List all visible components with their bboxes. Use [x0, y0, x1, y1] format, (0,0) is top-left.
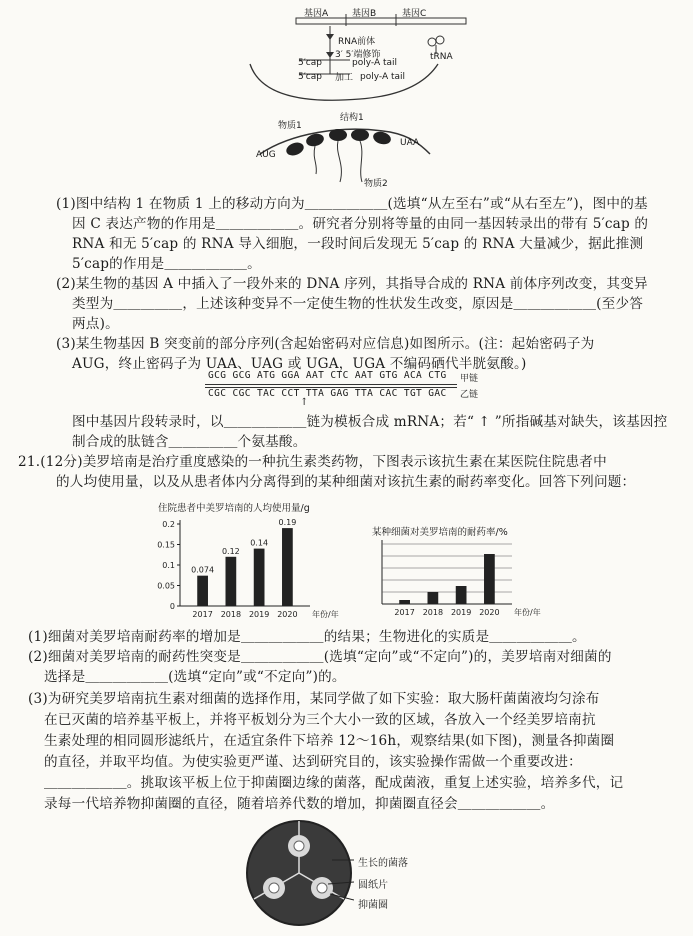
chart1-xtick-label: 2017 — [192, 610, 213, 619]
gene-a-label: 基因A — [304, 9, 329, 19]
chart1-bar — [197, 576, 208, 606]
q21-a3: 选择是＿＿＿＿＿＿(选填“定向”或“不定向”)的。 — [44, 669, 346, 685]
rna-precursor-label: RNA前体 — [338, 37, 376, 47]
mutation-arrow-icon: ↑ — [300, 397, 309, 408]
chart2-title: 某种细菌对美罗培南的耐药率/% — [372, 527, 508, 538]
chart2-x-axis-label: 年份/年 — [514, 608, 541, 617]
q20-line4: 5′cap的作用是＿＿＿＿＿＿。 — [72, 256, 261, 272]
q20-line1: (1)图中结构 1 在物质 1 上的移动方向为＿＿＿＿＿＿(选填“从左至右”或“从右至左”)，图中的基 — [56, 196, 648, 212]
q21-a1: (1)细菌对美罗培南耐药率的增加是＿＿＿＿＿＿的结果；生物进化的实质是＿＿＿＿＿＿。 — [28, 629, 586, 645]
q20-line5: (2)某生物的基因 A 中插入了一段外来的 DNA 序列，其指导合成的 RNA 前体序列改变，其变异 — [56, 276, 648, 292]
q20-line10: 图中基因片段转录时，以＿＿＿＿＿＿链为模板合成 mRNA；若“ ↑ ”所指碱基对缺失，该基因控 — [72, 414, 668, 430]
gene-c-label: 基因C — [402, 9, 427, 19]
aug-label: AUG — [256, 150, 276, 160]
petri-dish-diagram — [244, 818, 354, 928]
chart1-bar — [282, 528, 293, 606]
dna-bottom-strand: CGC CGC TAC CCT TTA GAG TTA CAC TGT GAC — [208, 388, 447, 399]
chart2-xtick-label: 2017 — [394, 608, 415, 617]
processing-label: 加工 — [335, 73, 354, 83]
chain-a-label: 甲链 — [460, 374, 479, 384]
q21-a9: 录每一代培养物抑菌圈的直径，随着培养代数的增加，抑菌圈直径会＿＿＿＿＿＿。 — [44, 796, 555, 812]
chart2-xtick-label: 2020 — [479, 608, 500, 617]
structure1-label: 结构1 — [340, 113, 364, 123]
q21-a8: ＿＿＿＿＿＿。挑取该平板上位于抑菌圈边缘的菌落，配成菌液，重复上述实验，培养多代，记 — [44, 775, 624, 791]
poly-a-label-2: poly-A tail — [360, 72, 405, 82]
chart1-data-label: 0.074 — [191, 565, 215, 575]
q21-a2: (2)细菌对美罗培南的耐药性突变是＿＿＿＿＿＿(选填“定向”或“不定向”)的，美罗培南对细菌的 — [28, 649, 612, 665]
q21-a5: 在已灭菌的培养基平板上，并将平板划分为三个大小一致的区域，各放入一个经美罗培南抗 — [44, 712, 596, 728]
q20-line2: 因 C 表达产物的作用是＿＿＿＿＿＿。研究者分别将等量的由同一基因转录出的带有 5′cap 的 — [72, 216, 649, 232]
chart2-resistance — [368, 536, 558, 622]
q21-a4: (3)为研究美罗培南抗生素对细菌的选择作用，某同学做了如下实验：取大肠杆菌菌液均匀涂布 — [28, 691, 600, 707]
chart1-bar — [226, 557, 237, 606]
chart2-bar — [428, 592, 439, 604]
q20-line7: 两点)。 — [72, 316, 119, 332]
q21-line1: 21.(12分)美罗培南是治疗重度感染的一种抗生素类药物，下图表示该抗生素在某医院住院患者中 — [18, 454, 607, 470]
q21-line2: 的人均使用量，以及从患者体内分离得到的某种细菌对该抗生素的耐药率变化。回答下列问题： — [56, 474, 636, 490]
substance1-label: 物质1 — [278, 121, 302, 131]
chart1-ytick-label: 0 — [169, 602, 175, 611]
q20-line8: (3)某生物基因 B 突变前的部分序列(含起始密码对应信息)如图所示。(注：起始密码子为 — [56, 336, 595, 352]
chart2-bar — [456, 586, 467, 604]
chart1-x-axis-label: 年份/年 — [312, 610, 339, 619]
trna-label: tRNA — [430, 52, 453, 62]
gene-expression-diagram — [220, 4, 480, 194]
dish-label-zone: 抑菌圈 — [358, 900, 388, 911]
chart1-bar — [254, 549, 265, 606]
chart1-xtick-label: 2020 — [277, 610, 298, 619]
cap-modification-label: 3′ 5′端修饰 — [335, 50, 381, 60]
cap5-label-2: 5′cap — [298, 72, 322, 82]
uaa-label: UAA — [400, 138, 420, 148]
q21-a6: 生素处理的相同圆形滤纸片，在适宜条件下培养 12～16h，观察结果(如下图)，测量各抑菌圈 — [44, 733, 615, 749]
q20-line6: 类型为＿＿＿＿＿，上述该种变异不一定使生物的性状发生改变，原因是＿＿＿＿＿＿(至少答 — [72, 296, 644, 312]
poly-a-label-1: poly-A tail — [352, 58, 397, 68]
chart2-xtick-label: 2018 — [422, 608, 444, 617]
substance2-label: 物质2 — [364, 179, 388, 189]
chain-b-label: 乙链 — [460, 390, 479, 400]
gene-b-label: 基因B — [352, 9, 377, 19]
q20-line9: AUG，终止密码子为 UAA、UAG 或 UGA，UGA 不编码硒代半胱氨酸。) — [72, 356, 527, 372]
dish-label-disk: 圆纸片 — [358, 880, 388, 891]
chart1-title: 住院患者中美罗培南的人均使用量/g — [158, 503, 310, 514]
q20-line11: 制合成的肽链含＿＿＿＿＿个氨基酸。 — [72, 434, 307, 450]
chart1-xtick-label: 2018 — [220, 610, 242, 619]
cap5-label-1: 5′cap — [298, 58, 322, 68]
chart1-ytick-label: 0.15 — [157, 540, 175, 550]
q20-line3: RNA 和无 5′cap 的 RNA 导入细胞，一段时间后发现无 5′cap 的 RNA 大量减少，据此推测 — [72, 236, 644, 252]
chart1-ytick-label: 0.2 — [162, 520, 175, 529]
chart1-data-label: 0.14 — [250, 538, 269, 548]
chart2-xtick-label: 2019 — [450, 608, 472, 617]
dna-top-strand: GCG GCG ATG GGA AAT CTC AAT GTG ACA CTG — [208, 370, 447, 381]
chart1-ytick-label: 0.1 — [162, 561, 175, 570]
chart1-xtick-label: 2019 — [248, 610, 270, 619]
chart2-bar — [484, 554, 495, 604]
q21-a7: 的直径，并取平均值。为使实验更严谨、达到研究目的，该实验操作需做一个重要改进： — [44, 754, 582, 770]
chart1-usage — [150, 512, 350, 622]
chart2-bar — [399, 600, 410, 604]
chart1-data-label: 0.12 — [221, 546, 240, 556]
chart1-data-label: 0.19 — [278, 518, 297, 528]
dish-label-colony: 生长的菌落 — [358, 858, 408, 869]
chart1-ytick-label: 0.05 — [157, 581, 175, 591]
